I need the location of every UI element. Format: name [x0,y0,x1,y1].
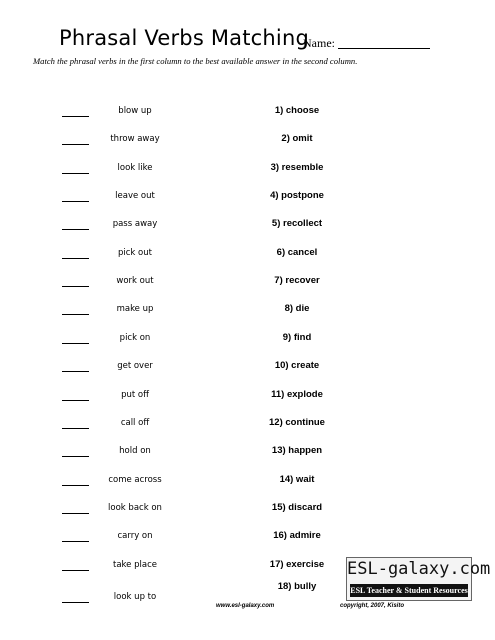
definition-option: 7) recover [274,275,320,286]
definition-option: 5) recollect [271,218,323,229]
phrasal-verb: look up to [113,592,157,602]
answer-blank[interactable] [62,173,89,174]
answer-blank[interactable] [62,314,89,315]
definition-option: 10) create [274,360,320,371]
phrasal-verb: put off [121,390,149,400]
phrasal-verb: make up [116,304,154,314]
footer-website: www.esl-galaxy.com [216,603,275,609]
answer-blank[interactable] [62,400,89,401]
definition-option: 1) choose [274,105,320,116]
answer-blank[interactable] [62,541,89,542]
definition-option: 9) find [282,332,312,343]
phrasal-verb: leave out [115,191,155,201]
phrasal-verb: come across [108,475,162,485]
definition-option: 13) happen [271,445,323,456]
answer-blank[interactable] [62,144,89,145]
phrasal-verb: throw away [110,134,160,144]
answer-blank[interactable] [62,485,89,486]
phrasal-verb: look back on [108,503,162,513]
answer-blank[interactable] [62,201,89,202]
answer-blank[interactable] [62,570,89,571]
answer-blank[interactable] [62,371,89,372]
definition-option: 12) continue [269,417,325,428]
worksheet-title: Phrasal Verbs Matching [59,26,309,50]
definition-option: 3) resemble [270,162,324,173]
logo-tagline: ESL Teacher & Student Resources [350,586,468,595]
answer-blank[interactable] [62,258,89,259]
phrasal-verb: take place [113,560,157,570]
answer-blank[interactable] [62,513,89,514]
definition-option: 4) postpone [270,190,324,201]
esl-galaxy-logo [346,557,491,601]
definition-option: 2) omit [281,133,313,144]
definition-option: 18) bully [277,581,317,592]
definition-option: 6) cancel [276,247,318,258]
name-label: Name: [303,36,335,50]
answer-blank[interactable] [62,229,89,230]
answer-blank[interactable] [62,428,89,429]
phrasal-verb: get over [117,361,153,371]
phrasal-verb: pass away [112,219,158,229]
answer-blank[interactable] [62,456,89,457]
answer-blank[interactable] [62,286,89,287]
phrasal-verb: pick out [118,248,152,258]
instructions-text: Match the phrasal verbs in the first column to the best available answer in the second column. [33,56,358,66]
phrasal-verb: look like [117,163,153,173]
phrasal-verb: pick on [119,333,151,343]
phrasal-verb: call off [120,418,150,428]
definition-option: 8) die [284,303,310,314]
definition-option: 16) admire [273,530,321,541]
phrasal-verb: work out [116,276,154,286]
definition-option: 17) exercise [269,559,325,570]
definition-option: 15) discard [271,502,323,513]
phrasal-verb: hold on [119,446,151,456]
answer-blank[interactable] [62,116,89,117]
logo-wordmark: ESL-galaxy.com [347,559,491,579]
footer-copyright: copyright, 2007, Kisito [340,603,405,609]
phrasal-verb: blow up [118,106,152,116]
phrasal-verb: carry on [117,531,153,541]
answer-blank[interactable] [62,343,89,344]
answer-blank[interactable] [62,602,89,603]
definition-option: 14) wait [279,474,315,485]
definition-option: 11) explode [271,389,323,400]
